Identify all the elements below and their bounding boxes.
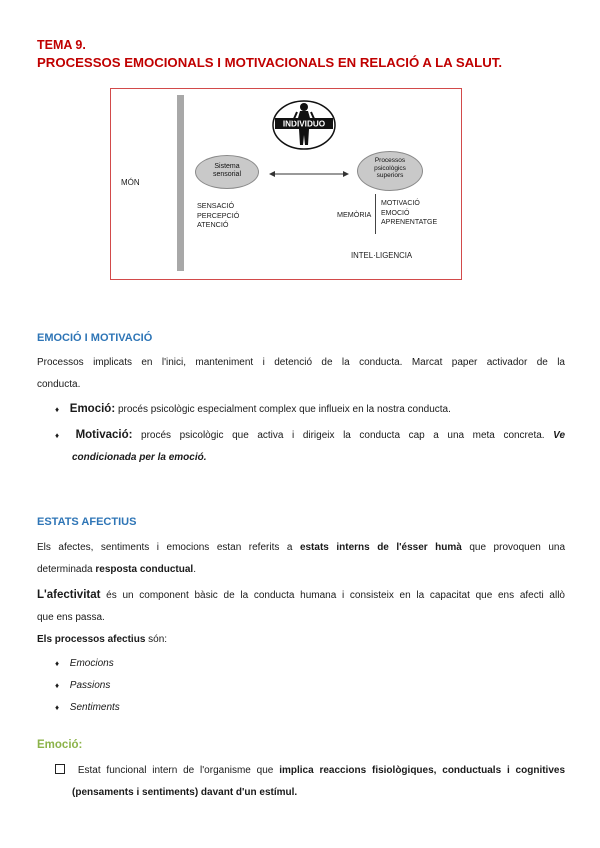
paragraph-intro <box>37 352 565 396</box>
list-item-emocio <box>55 398 565 421</box>
sensacio-list <box>197 201 239 230</box>
tema-number: TEMA 9. <box>37 38 86 52</box>
diamond-bullet-icon: ♦ <box>55 431 60 440</box>
processos-psicologics-ellipse <box>357 151 423 191</box>
afectivitat-text-b: que ens passa. <box>37 612 105 623</box>
percepcio-item: PERCEPCIÓ <box>197 210 240 220</box>
estats-text-b: estats interns de l'ésser humà <box>299 542 462 553</box>
individuo-label: INDIVIDUO <box>282 119 326 129</box>
diamond-bullet-icon: ♦ <box>55 703 60 712</box>
list-item <box>55 653 114 675</box>
individuo-logo <box>271 99 337 157</box>
paragraph-emocio <box>55 760 565 804</box>
motivacio-item: MOTIVACIÓ <box>381 200 420 207</box>
aprenentatge-item: APRENENTATGE <box>381 219 438 226</box>
motivacio-list <box>381 199 437 228</box>
estats-text-c: que provoquen una <box>469 542 566 553</box>
estats-text-f: . <box>193 564 196 575</box>
sensacio-item: SENSACIÓ <box>197 201 235 210</box>
atencio-item: ATENCIÓ <box>197 220 229 229</box>
item-emocions: Emocions <box>69 658 114 669</box>
emocio-item: EMOCIÓ <box>381 209 410 217</box>
estats-text-d: determinada <box>37 564 93 575</box>
diamond-bullet-icon: ♦ <box>55 405 60 414</box>
estats-text-e: resposta conductual <box>95 564 194 575</box>
list-item-motivacio <box>55 424 565 469</box>
checkbox-bullet-icon <box>55 764 65 774</box>
double-arrow-icon <box>269 169 349 179</box>
list-item <box>55 675 110 697</box>
def-motivacio-2: condicionada per la emoció. <box>72 452 207 463</box>
def-motivacio-1: procés psicològic que activa i dirigeix la conducta cap a una meta concreta. <box>141 430 545 441</box>
page-title: PROCESSOS EMOCIONALS I MOTIVACIONALS EN RELACIÓ A LA SALUT. <box>37 55 502 70</box>
emocio-text-a: Estat funcional intern de l'organisme que <box>77 765 274 776</box>
term-emocio: Emoció: <box>69 403 116 415</box>
processos-line-2: psicològics <box>374 164 406 172</box>
emocio-text-b: implica reaccions fisiològiques, conductuals i cognitives <box>279 765 566 776</box>
intel-ligencia-label: INTEL·LIGENCIA <box>351 251 413 260</box>
estats-text-a: Els afectes, sentiments i emocions estan referits a <box>37 542 293 553</box>
intro-line-2: conducta. <box>37 379 81 390</box>
divider-line <box>375 194 376 234</box>
intro-line-1: Processos implicats en l'inici, manteniment i detenció de la conducta. Marcat paper activador de la <box>37 357 565 368</box>
sistema-line-2: sensorial <box>212 171 241 178</box>
afectivitat-text-a: és un component bàsic de la conducta humana i consisteix en la capacitat que ens afecti allò <box>106 590 565 601</box>
def-motivacio-em: Ve <box>553 430 566 441</box>
term-afectivitat: L'afectivitat <box>37 589 101 601</box>
term-motivacio: Motivació: <box>75 429 133 441</box>
heading-emocio: Emoció: <box>37 739 83 751</box>
memoria-label: MEMÒRIA <box>337 210 372 219</box>
diagram <box>110 88 462 280</box>
heading-emocio-motivacio: EMOCIÓ I MOTIVACIÓ <box>37 332 153 344</box>
paragraph-processos-afectius <box>37 629 565 651</box>
processos-afectius-rest: són: <box>148 634 168 645</box>
def-emocio: procés psicològic especialment complex que influeix en la nostra conducta. <box>117 404 451 415</box>
diamond-bullet-icon: ♦ <box>55 659 60 668</box>
emocio-text-line2: (pensaments i sentiments) davant d'un estímul. <box>72 787 298 798</box>
item-passions: Passions <box>69 680 111 691</box>
paragraph-afectivitat <box>37 584 565 629</box>
list-item <box>55 697 120 719</box>
item-sentiments: Sentiments <box>69 702 120 713</box>
paragraph-estats <box>37 537 565 581</box>
diamond-bullet-icon: ♦ <box>55 681 60 690</box>
term-processos-afectius: Els processos afectius <box>37 634 146 645</box>
heading-estats-afectius: ESTATS AFECTIUS <box>37 516 137 528</box>
sistema-sensorial-ellipse <box>195 155 259 189</box>
diagram-label-mon: MÓN <box>121 178 140 187</box>
processos-line-1: Processos <box>374 157 406 164</box>
sistema-line-1: Sistema <box>214 163 240 170</box>
processos-line-3: superiors <box>376 172 404 179</box>
world-divider-bar <box>177 95 184 271</box>
